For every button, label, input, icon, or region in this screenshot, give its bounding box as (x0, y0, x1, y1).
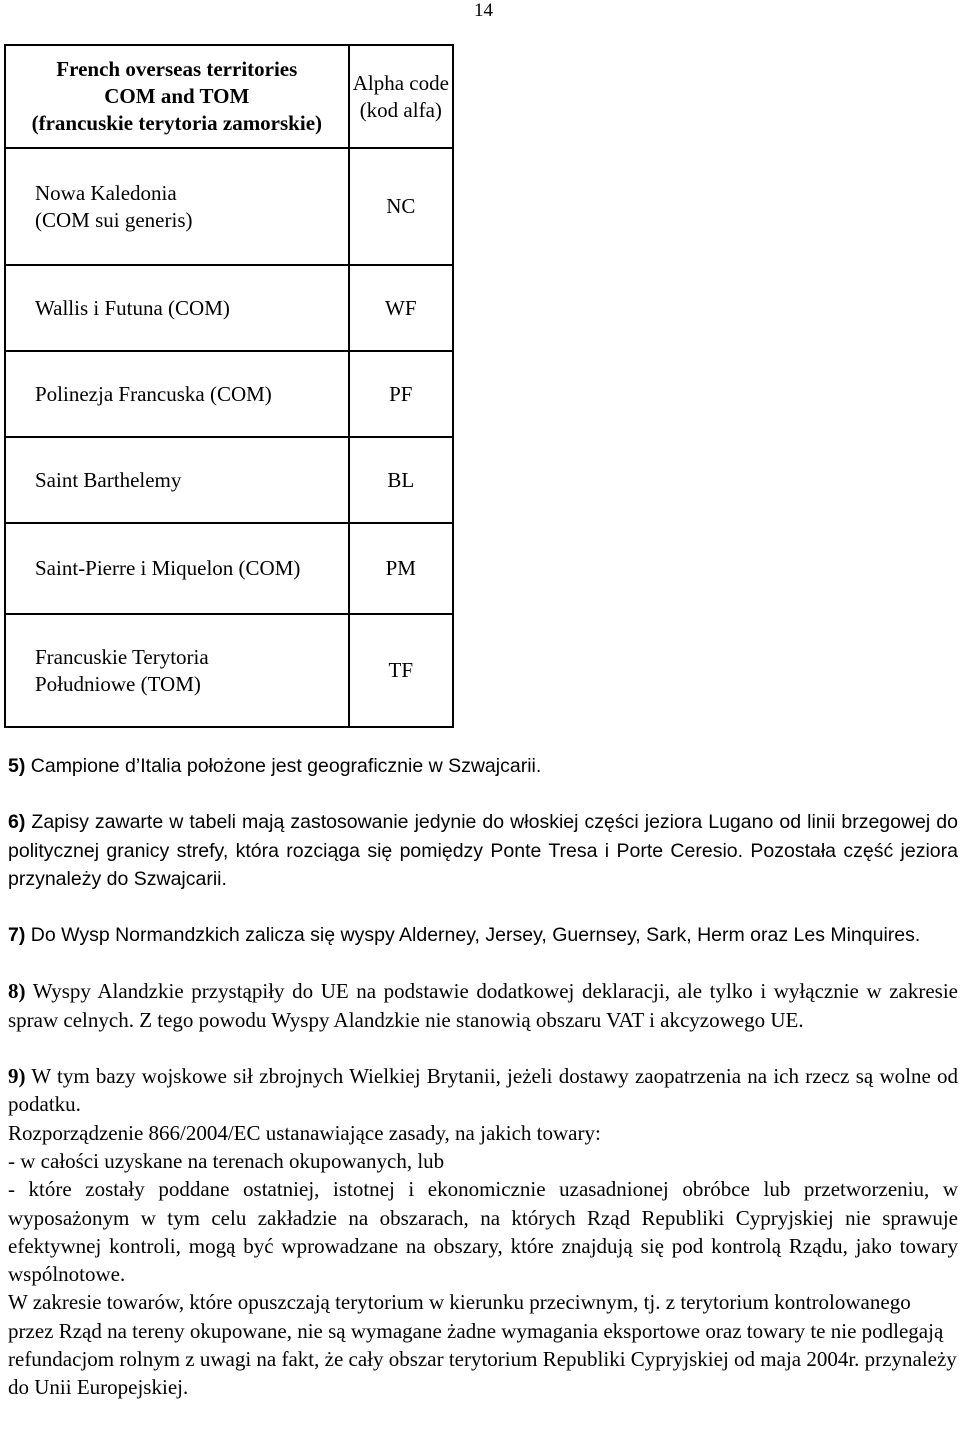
header-line: Alpha code (352, 70, 449, 95)
page-number: 14 (474, 0, 493, 21)
territory-code-cell: TF (349, 614, 453, 727)
footnote-6 (8, 808, 958, 893)
territory-name-cell (5, 614, 349, 727)
territory-name-cell (5, 351, 349, 437)
footnote-number: 7) (8, 924, 26, 947)
header-code-cell (349, 45, 453, 148)
footnote-text: Campione d’Italia położone jest geograficznie w Szwajcarii. (25, 755, 542, 777)
territory-name-line: Nowa Kaledonia (35, 180, 177, 205)
table-header-row (5, 45, 453, 148)
regulation-export: W zakresie towarów, które opuszczają terytorium w kierunku przeciwnym, tj. z terytorium kontrolowanego przez Rząd na tereny okupowane, nie są wymagane żadne wymagania eksportowe oraz towary te nie podlegają refundacjom rolnym z uwagi na fakt, że cały obszar terytorium Republiki Cypryjskiej od maja 2004r. przynależy do Unii Europejskiej. (8, 1290, 957, 1400)
territory-name-cell (5, 148, 349, 265)
territory-code-cell: WF (349, 265, 453, 351)
territory-name-cell (5, 437, 349, 523)
footnote-7 (8, 921, 958, 949)
territory-name-cell (5, 523, 349, 614)
header-line: COM and TOM (104, 84, 250, 108)
table-row (5, 614, 453, 727)
territory-code-cell: PM (349, 523, 453, 614)
table-row (5, 523, 453, 614)
header-line: French overseas territories (56, 57, 298, 81)
territory-name-line: Polinezja Francuska (COM) (35, 381, 272, 406)
table-row (5, 265, 453, 351)
territory-code-cell: BL (349, 437, 453, 523)
footnote-number: 8) (8, 979, 26, 1004)
footnote-text: Do Wysp Normandzkich zalicza się wyspy Alderney, Jersey, Guernsey, Sark, Herm oraz Les Minquires. (25, 924, 921, 947)
spacer (8, 1034, 958, 1062)
territory-name-line: Saint Barthelemy (35, 467, 182, 492)
table-row (5, 437, 453, 523)
territory-name-line: Wallis i Futuna (COM) (35, 295, 230, 320)
territory-name-line: Południowe (TOM) (35, 671, 201, 696)
header-line: (francuskie terytoria zamorskie) (31, 111, 323, 135)
territory-name-line: Saint-Pierre i Miquelon (COM) (35, 556, 301, 580)
header-line: (kod alfa) (359, 97, 442, 122)
spacer (8, 893, 958, 921)
footnote-8 (8, 977, 958, 1034)
footnote-text: W tym bazy wojskowe sił zbrojnych Wielkiej Brytanii, jeżeli dostawy zaopatrzenia na ich rzecz są wolne od podatku. (8, 1064, 958, 1117)
footnote-9 (8, 1062, 958, 1119)
territory-code-cell: PF (349, 351, 453, 437)
spacer (8, 780, 958, 808)
spacer (8, 949, 958, 977)
regulation-item: - które zostały poddane ostatniej, istotnej i ekonomicznie uzasadnionej obróbce lub przetworzeniu, w wyposażonym w tym celu zakładzie na obszarach, na których Rząd Republiki Cypryjskiej nie sprawuje efektywnej kontroli, mogą być wprowadzane na obszary, które znajdują się pod kontrolą Rządu, jako towary wspólnotowe. (8, 1177, 958, 1287)
footnote-number: 5) (8, 755, 26, 777)
footnotes (8, 752, 958, 1402)
footnote-text: Zapisy zawarte w tabeli mają zastosowanie jedynie do włoskiej części jeziora Lugano od linii brzegowej do politycznej granicy strefy, która rozciąga się pomiędzy Ponte Tresa i Porte Ceresio. Pozostała część jeziora przynależy do Szwajcarii. (8, 811, 958, 890)
footnote-text: Wyspy Alandzkie przystąpiły do UE na podstawie dodatkowej deklaracji, ale tylko i wyłącznie w zakresie spraw celnych. Z tego powodu Wyspy Alandzkie nie stanowią obszaru VAT i akcyzowego UE. (8, 979, 958, 1032)
table-row (5, 148, 453, 265)
territory-name-cell (5, 265, 349, 351)
table-row (5, 351, 453, 437)
territories-table (4, 44, 454, 728)
header-territory-cell (5, 45, 349, 148)
regulation-intro: Rozporządzenie 866/2004/EC ustanawiające zasady, na jakich towary: (8, 1120, 601, 1145)
footnote-number: 6) (8, 811, 26, 834)
regulation-item: - w całości uzyskane na terenach okupowanych, lub (8, 1148, 445, 1173)
territory-code-cell: NC (349, 148, 453, 265)
territory-name-line: Francuskie Terytoria (35, 644, 209, 669)
footnote-5 (8, 752, 958, 780)
territory-name-line: (COM sui generis) (35, 207, 193, 232)
footnote-number: 9) (8, 1064, 26, 1089)
